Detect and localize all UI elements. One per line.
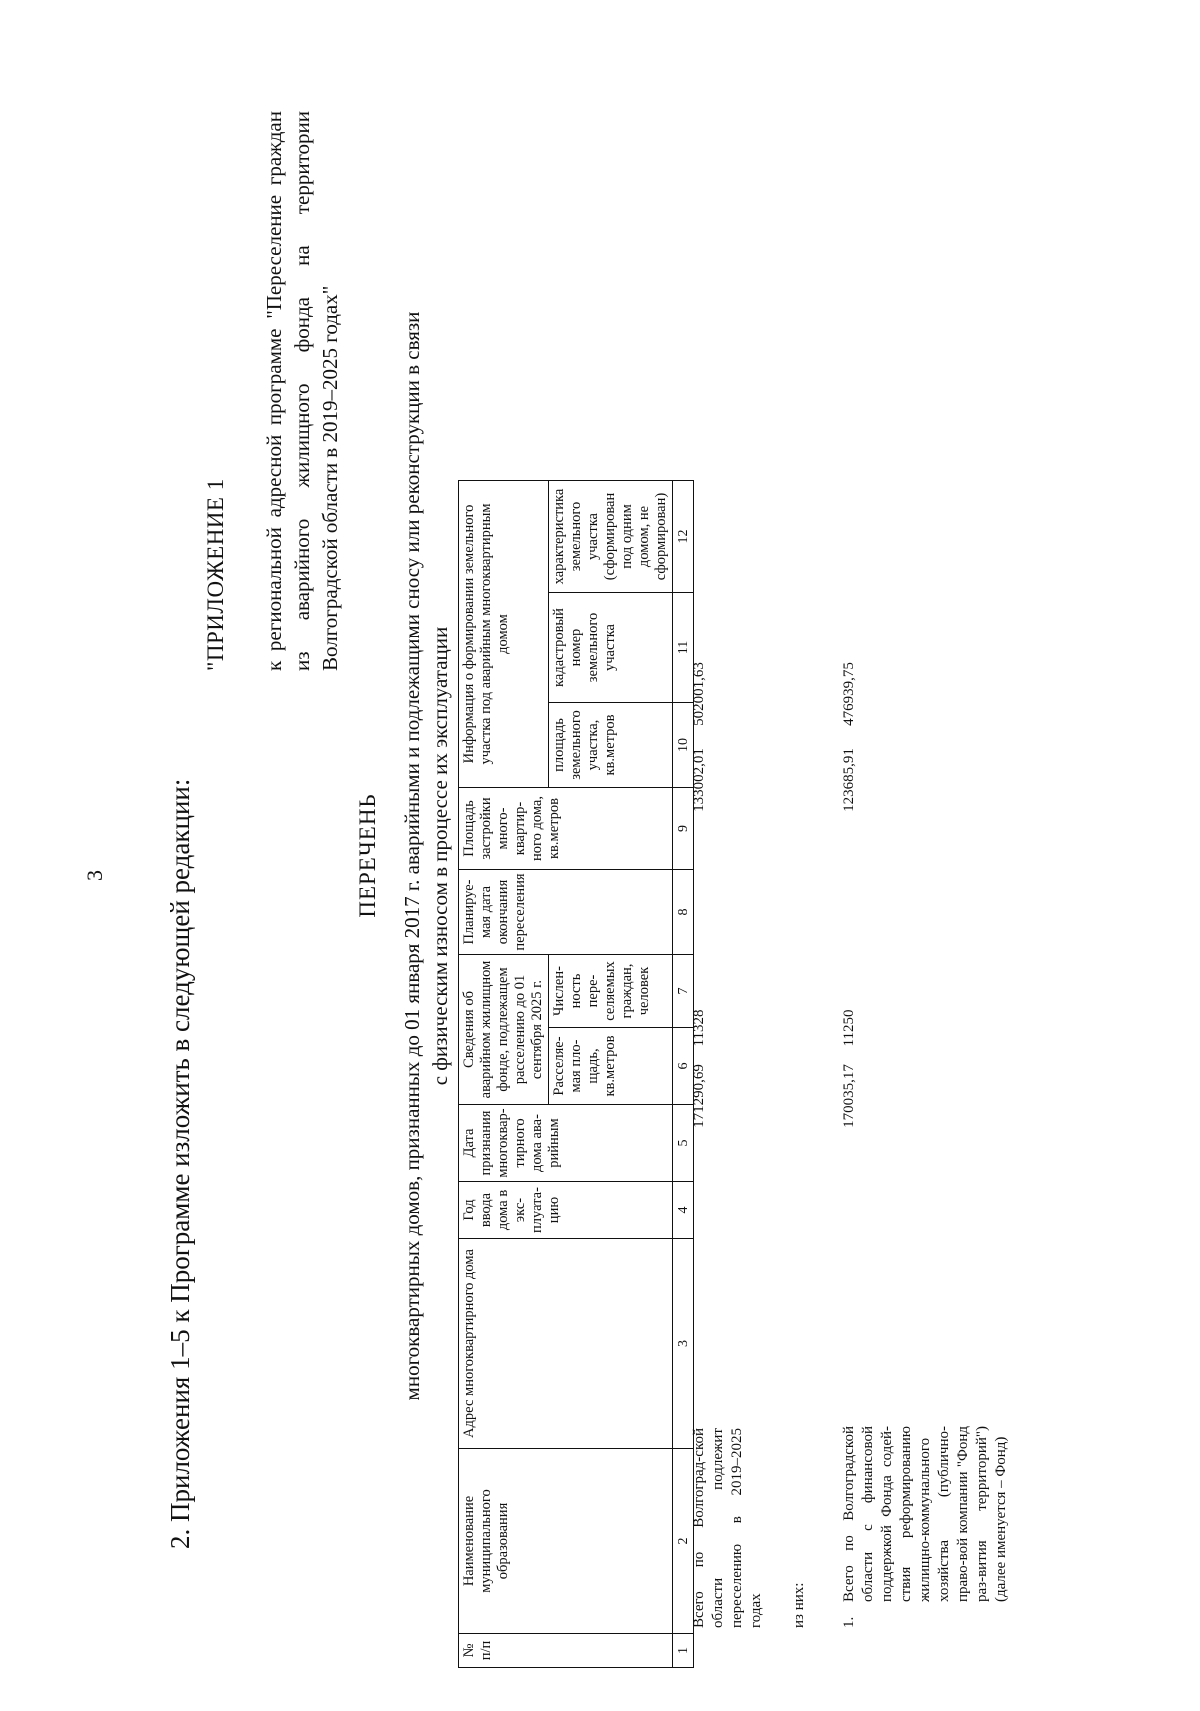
column-number: 12 — [673, 481, 694, 593]
appendix-reference-line: к региональной адресной программе "Переселение граждан — [262, 111, 286, 671]
column-number: 11 — [673, 593, 694, 703]
total-area-value: 171290,69 — [691, 1064, 707, 1128]
column-number: 8 — [673, 870, 694, 955]
list-subtitle — [398, 211, 454, 1501]
header-emergency-date: Дата признания многоквар-тирного дома ава-рийным — [459, 1105, 673, 1182]
column-number: 3 — [673, 1239, 694, 1449]
header-number: № п/п — [459, 1634, 673, 1668]
fund-people-value: 11250 — [841, 1009, 857, 1047]
appendix-reference-line: из аварийного жилищного фонда на территории — [290, 111, 314, 671]
list-subtitle-line: многоквартирных домов, признанных до 01 января 2017 г. аварийными и подлежащими сносу или реконструкции в связи — [400, 311, 424, 1401]
header-cadastral-number: кадастровый номер земельного участка — [549, 593, 673, 703]
table-header-row — [459, 481, 549, 1668]
total-people-value: 11328 — [691, 1009, 707, 1047]
total-building-area-value: 133002,01 — [691, 748, 707, 812]
fund-land-area-value: 476939,75 — [841, 662, 857, 726]
list-subtitle-line: с физическим износом в процессе их эксплуатации — [428, 626, 452, 1086]
appendix-title: "ПРИЛОЖЕНИЕ 1 — [203, 478, 228, 671]
fund-area-value: 170035,17 — [841, 1064, 857, 1128]
total-row-label: Всего по Волгоград-ской области подлежит переселению в 2019–2025 годах — [691, 1428, 764, 1628]
column-number: 4 — [673, 1182, 694, 1239]
fund-row-number: 1. — [841, 1616, 857, 1628]
column-number: 1 — [673, 1634, 694, 1668]
header-fund-info: Сведения об аварийном жилищном фонде, подлежащем расселению до 01 сентября 2025 г. — [459, 955, 549, 1105]
header-resettled-area: Расселяе-мая пло-щадь, кв.метров — [549, 1028, 673, 1105]
amendment-intro: 2. Приложения 1–5 к Программе изложить в следующей редакции: — [165, 778, 195, 1549]
header-address: Адрес многоквартирного дома — [459, 1239, 673, 1449]
column-number: 6 — [673, 1028, 694, 1105]
header-land-characteristic: характеристика земельного участка (сформирован под одним домом, не сформирован) — [549, 481, 673, 593]
header-year: Год ввода дома в экс-плуата-цию — [459, 1182, 673, 1239]
fund-building-area-value: 123685,91 — [841, 748, 857, 812]
column-number: 10 — [673, 703, 694, 788]
header-building-area: Площадь застройки много-квартир-ного дома, кв.метров — [459, 788, 673, 870]
total-land-area-value: 502001,63 — [691, 662, 707, 726]
header-planned-date: Планируе-мая дата окончания переселения — [459, 870, 673, 955]
page-number: 3 — [82, 870, 107, 881]
header-land-info: Информация о формировании земельного участка под аварийным многоквартирным домом — [459, 481, 549, 788]
column-number: 7 — [673, 955, 694, 1028]
of-them-label: из них: — [791, 1582, 807, 1628]
houses-table — [458, 480, 694, 1668]
header-municipality: Наименование муниципального образования — [459, 1449, 673, 1634]
column-number: 5 — [673, 1105, 694, 1182]
fund-row-label: Всего по Волгоградской области с финансовой поддержкой Фонда содей-ствия реформированию жилищно-коммунального хозяйства (публично-право-вой компании "Фонд раз-вития территорий") (далее именуется – Фонд) — [841, 1426, 1009, 1602]
header-people: Числен-ность пере-селяемых граждан, человек — [549, 955, 673, 1028]
header-land-area: площадь земельного участка, кв.метров — [549, 703, 673, 788]
list-title: ПЕРЕЧЕНЬ — [355, 793, 380, 918]
column-number: 9 — [673, 788, 694, 870]
appendix-reference — [260, 111, 344, 671]
column-number: 2 — [673, 1449, 694, 1634]
appendix-reference-line: Волгоградской области в 2019–2025 годах" — [318, 285, 342, 671]
